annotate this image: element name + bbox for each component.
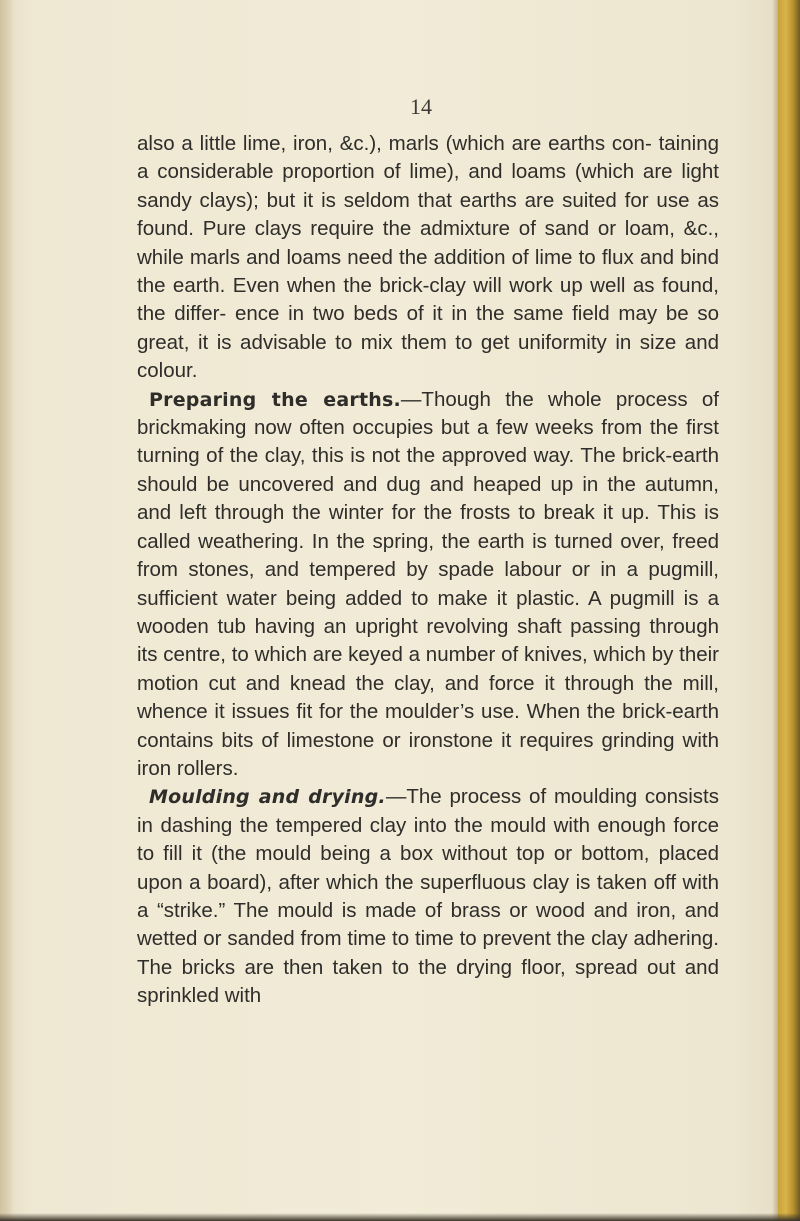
paragraph-text: —Though the whole process of brickmaking now often occupies but a few weeks from the first turning of the clay, this is not the approved way. The brick-earth should be uncovered and dug and heaped up in the autumn, and left through the winter for the frosts to break it up. This is called weathering. In the spring, the earth is turned over, freed from stones, and tempered by spade labour or in a pugmill, sufficient water being added to make it plastic. A pugmill is a wooden tub having an upright revolving shaft passing through its centre, to which are keyed a number of knives, which by their motion cut and knead the clay, and force it through the mill, whence it issues fit for the moulder’s use. When the brick-earth contains bits of limestone or ironstone it requires grinding with iron rollers. xyxy=(137,387,719,780)
paragraph-text: also a little lime, iron, &c.), marls (which are earths con- taining a considerable proportion of lime), and loams (which are light sandy clays); but it is seldom that earths are suited for use as found. Pure clays require the admixture of sand or loam, &c., while marls and loams need the addition of lime to flux and bind the earth. Even when the brick-clay will work up well as found, the differ- ence in two beds of it in the same field may be so great, it is advisable to mix them to get uniformity in size and colour. xyxy=(137,132,719,383)
page-number: 14 xyxy=(410,94,432,119)
paragraph-lime-marls-loams xyxy=(137,130,719,386)
section-heading-preparing: Preparing the earths. xyxy=(149,388,401,411)
paragraph-moulding-drying xyxy=(137,783,719,1010)
page-left-edge xyxy=(0,0,14,1221)
section-heading-moulding: Moulding and drying. xyxy=(149,786,386,809)
paragraph-text: —The process of moulding consists in dashing the tempered clay into the mould with enough force to fill it (the mould being a box without top or bottom, placed upon a board), after which the superfluous clay is taken off with a “strike.” The mould is made of brass or wood and iron, and wetted or sanded from time to time to prevent the clay adhering. The bricks are then taken to the drying floor, spread out and sprinkled with xyxy=(137,785,719,1008)
paragraph-preparing-earths xyxy=(137,386,719,784)
book-binding-edge xyxy=(778,0,800,1221)
body-text xyxy=(137,130,719,1011)
page-bottom-edge xyxy=(0,1213,800,1221)
